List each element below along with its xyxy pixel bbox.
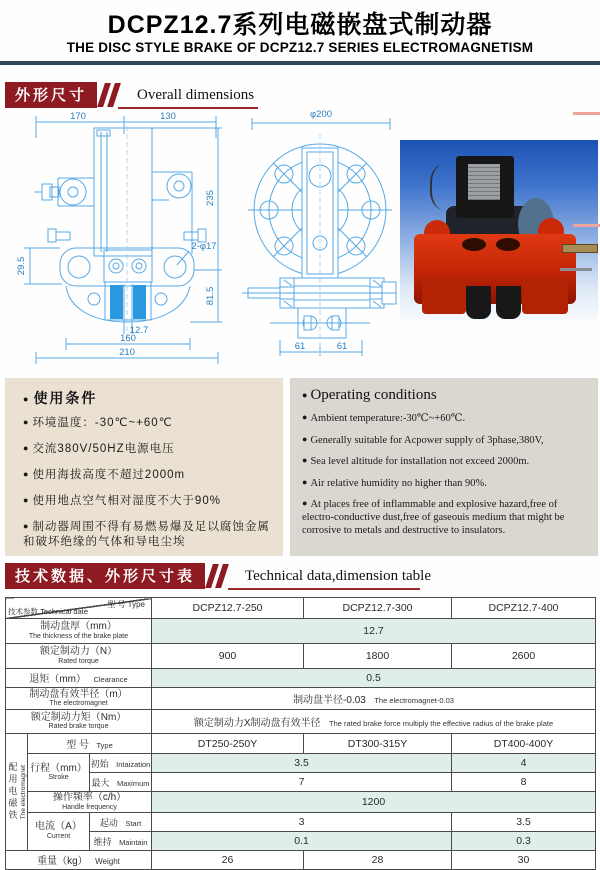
rated-force-value: 1800	[304, 644, 452, 669]
photo-adjust-rod	[562, 244, 598, 253]
svg-text:170: 170	[70, 111, 86, 122]
side-view-dims	[280, 340, 362, 356]
svg-text:235: 235	[205, 190, 216, 206]
front-view-lines	[24, 116, 222, 364]
corner-params-label: 技术参数 Technical date	[8, 607, 89, 616]
conditions-zh-box	[5, 378, 283, 556]
side-view-drawing	[240, 108, 398, 366]
section1-en-label: Overall dimensions	[137, 86, 255, 103]
row-label: 型 号 Type	[28, 734, 152, 754]
frequency-value: 1200	[152, 792, 596, 813]
condition-item: ● Air relative humidity no higher than 90%.	[302, 476, 592, 490]
photo-hole	[496, 238, 520, 251]
condition-item: ● 环境温度：-30℃~+60℃	[23, 415, 275, 431]
model-header: DCPZ12.7-250	[152, 598, 304, 619]
photo-brake-pad	[496, 286, 521, 319]
front-view-dimension-labels	[16, 111, 217, 358]
table-row-brake-torque	[6, 710, 596, 734]
brake-pads-shape	[110, 285, 146, 319]
header-divider	[0, 61, 600, 65]
magnet-type-value: DT300-315Y	[304, 734, 452, 754]
current-maintain-value: 0.1	[152, 831, 452, 850]
weight-value: 28	[304, 850, 452, 869]
condition-item: ● 制动器周围不得有易燃易爆及足以腐蚀金属和破坏绝缘的气体和导电尘埃	[23, 519, 275, 550]
table-row-stroke-max	[6, 773, 596, 792]
section1-zh-label: 外形尺寸	[5, 82, 97, 108]
current-maintain-value: 0.3	[452, 831, 596, 850]
magnet-group-label: 配用电磁铁 The electromagnet	[6, 734, 28, 851]
section2-underline	[228, 588, 420, 590]
table-row-current-start	[6, 812, 596, 831]
svg-text:130: 130	[160, 111, 176, 122]
photo-nameplate	[468, 164, 500, 200]
svg-text:φ200: φ200	[309, 109, 333, 120]
magnet-type-value: DT400-400Y	[452, 734, 596, 754]
row-sublabel: 最大 Maximum	[90, 773, 152, 792]
technical-data-table	[5, 597, 596, 870]
current-start-value: 3.5	[452, 812, 596, 831]
section2-en-label: Technical data,dimension table	[245, 567, 431, 584]
conditions-zh-list	[23, 415, 275, 550]
section-overall-dimensions	[5, 83, 254, 107]
row-label: 额定制动力矩（Nm） Rated brake torque	[6, 710, 152, 734]
page-title: DCPZ12.7系列电磁嵌盘式制动器	[107, 11, 493, 39]
photo-brake-pad	[466, 286, 491, 319]
side-view-hub	[242, 278, 396, 338]
clearance-value: 0.5	[152, 669, 596, 688]
conditions-zh-title: ● 使用条件	[23, 388, 275, 408]
magnet-type-value: DT250-250Y	[152, 734, 304, 754]
svg-text:210: 210	[119, 347, 135, 358]
thickness-value: 12.7	[152, 619, 596, 644]
stroke-max-value: 8	[452, 773, 596, 792]
scan-artifact	[573, 112, 600, 115]
rated-force-value: 900	[152, 644, 304, 669]
row-sublabel: 维持 Maintain	[90, 831, 152, 850]
row-sublabel: 初始 Intaization	[90, 754, 152, 773]
model-header: DCPZ12.7-400	[452, 598, 596, 619]
table-row-magnet-type	[6, 734, 596, 754]
table-row-weight	[6, 850, 596, 869]
table-row-rated-force	[6, 644, 596, 669]
conditions-en-box	[290, 378, 598, 556]
row-label: 制动盘厚（mm） The thickness of the brake plate	[6, 619, 152, 644]
front-view-drawing	[6, 108, 248, 366]
corner-type-label: 型 号 Type	[107, 600, 146, 609]
stroke-initial-value: 3.5	[152, 754, 452, 773]
brake-torque-value: 额定制动力X制动盘有效半径 The rated brake force multiply the effective radius of the brake plate	[152, 710, 596, 734]
table-row-header	[6, 598, 596, 619]
table-row-clearance	[6, 669, 596, 688]
stroke-max-value: 7	[152, 773, 452, 792]
svg-text:61: 61	[294, 341, 306, 352]
photo-pin	[560, 268, 592, 271]
table-row-radius	[6, 688, 596, 710]
row-sublabel: 起动 Start	[90, 812, 152, 831]
row-label: 重量（kg） Weight	[6, 850, 152, 869]
row-label: 制动盘有效半径（m） The electromagnet	[6, 688, 152, 710]
section-technical-data	[5, 564, 431, 588]
svg-text:160: 160	[120, 333, 136, 344]
weight-value: 30	[452, 850, 596, 869]
table-row-stroke-initial	[6, 754, 596, 773]
current-label: 电流（A） Current	[28, 812, 90, 850]
photo-bracket	[422, 278, 466, 314]
table-row-current-maintain	[6, 831, 596, 850]
condition-item: ● Generally suitable for Acpower supply of 3phase,380V,	[302, 433, 592, 447]
row-label: 操作频率（c/h） Handle frequency	[28, 792, 152, 813]
page-subtitle: THE DISC STYLE BRAKE OF DCPZ12.7 SERIES ELECTROMAGNETISM	[66, 40, 534, 55]
photo-bracket	[522, 278, 568, 314]
photo-hole	[462, 238, 486, 251]
product-photo	[400, 140, 598, 320]
model-header: DCPZ12.7-300	[304, 598, 452, 619]
weight-value: 26	[152, 850, 304, 869]
svg-text:29.5: 29.5	[16, 256, 27, 276]
svg-text:12.7: 12.7	[129, 325, 149, 336]
condition-item: ● Ambient temperature:-30℃~+60℃.	[302, 411, 592, 425]
svg-text:61: 61	[336, 341, 348, 352]
stroke-initial-value: 4	[452, 754, 596, 773]
row-label: 额定制动力（N） Rated torque	[6, 644, 152, 669]
svg-text:81.5: 81.5	[205, 286, 216, 306]
table-row-frequency	[6, 792, 596, 813]
radius-value: 制动盘半径-0.03 The electromagnet-0.03	[152, 688, 596, 710]
current-start-value: 3	[152, 812, 452, 831]
stroke-label: 行程（mm） Stroke	[28, 754, 90, 792]
condition-item: ● 使用地点空气相对湿度不大于90%	[23, 493, 275, 509]
condition-item: ● 交流380V/50HZ电源电压	[23, 441, 275, 457]
condition-item: ● At places free of inflammable and explosive hazard,free of electro-conductive dust,free of gaseouis medium that might be corrosive to metals and destructive to insulators.	[302, 497, 592, 537]
section2-zh-label: 技术数据、外形尺寸表	[5, 563, 205, 589]
conditions-en-list	[302, 411, 592, 537]
conditions-en-title: ● Operating conditions	[302, 387, 592, 404]
rated-force-value: 2600	[452, 644, 596, 669]
svg-text:2-φ17: 2-φ17	[191, 241, 217, 252]
condition-item: ● Sea level altitude for installation not exceed 2000m.	[302, 454, 592, 468]
corner-cell	[6, 598, 152, 619]
table-row-thickness	[6, 619, 596, 644]
row-label: 退矩（mm） Clearance	[6, 669, 152, 688]
condition-item: ● 使用海拔高度不超过2000m	[23, 467, 275, 483]
scan-artifact	[573, 224, 600, 227]
